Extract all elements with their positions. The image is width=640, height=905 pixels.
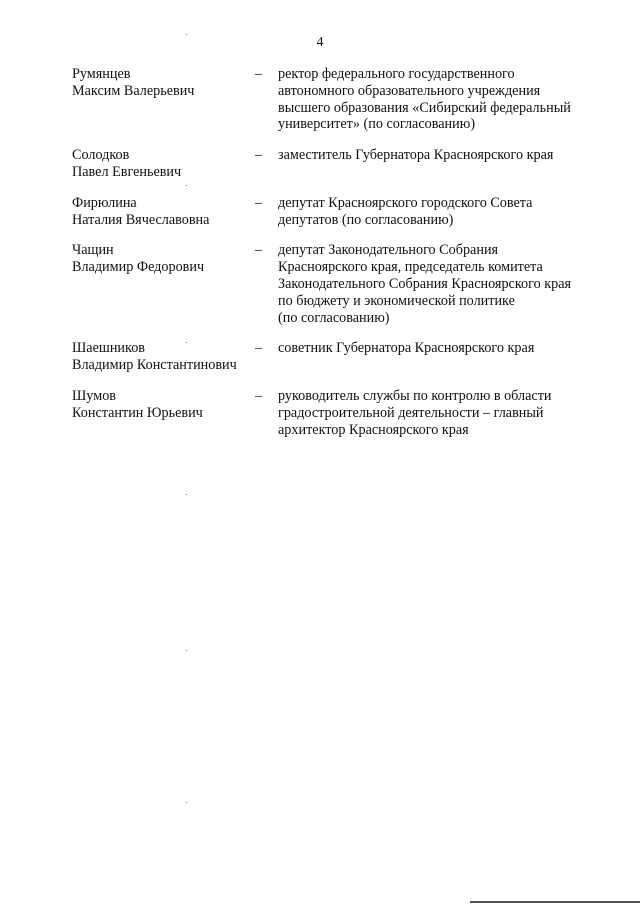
page-number: 4: [316, 35, 324, 50]
given-name: Владимир Константинович: [72, 357, 237, 374]
surname: Чащин: [72, 242, 114, 259]
role-line: (по согласованию): [278, 309, 390, 326]
role-line: заместитель Губернатора Красноярского края: [278, 147, 554, 164]
member-row-6: [72, 388, 602, 438]
dash-separator: –: [255, 340, 263, 357]
member-name: [72, 340, 248, 374]
member-role: [278, 195, 600, 229]
member-row-3: [72, 195, 602, 229]
member-role: [278, 66, 600, 133]
role-line: депутат Законодательного Собрания: [278, 242, 499, 259]
member-row-4: [72, 242, 602, 326]
dash-separator: –: [255, 194, 263, 211]
member-role: [278, 388, 600, 438]
role-line: высшего образования «Сибирский федеральный: [278, 99, 571, 116]
given-name: Константин Юрьевич: [72, 404, 203, 421]
member-role: [278, 340, 600, 374]
given-name: Павел Евгеньевич: [72, 163, 182, 180]
member-name: [72, 147, 248, 181]
role-line: депутат Красноярского городского Совета: [278, 194, 533, 211]
scan-dot: [186, 185, 187, 186]
dash-separator: –: [255, 387, 263, 404]
scan-dot: [186, 650, 187, 651]
given-name: Максим Валерьевич: [72, 82, 195, 99]
role-line: депутатов (по согласованию): [278, 211, 454, 228]
role-line: архитектор Красноярского края: [278, 421, 469, 438]
dash-separator: –: [255, 242, 263, 259]
role-line: градостроительной деятельности – главный: [278, 404, 544, 421]
dash-separator: –: [255, 66, 263, 82]
member-row-1: [72, 66, 602, 133]
scan-dot: [186, 34, 187, 35]
member-row-5: [72, 340, 602, 374]
scan-edge-line: [470, 901, 640, 903]
role-line: советник Губернатора Красноярского края: [278, 340, 535, 357]
surname: Солодков: [72, 147, 130, 164]
role-line: Законодательного Собрания Красноярского края: [278, 275, 572, 292]
member-list: [72, 66, 602, 452]
member-role: [278, 147, 600, 181]
scan-dot: [186, 494, 187, 495]
surname: Шумов: [72, 387, 116, 404]
surname: Шаешников: [72, 340, 145, 357]
surname: Румянцев: [72, 66, 131, 82]
given-name: Наталия Вячеславовна: [72, 211, 210, 228]
role-line: по бюджету и экономической политике: [278, 292, 515, 309]
dash-separator: –: [255, 147, 263, 164]
role-line: ректор федерального государственного: [278, 66, 515, 82]
role-line: университет» (по согласованию): [278, 116, 476, 133]
given-name: Владимир Федорович: [72, 259, 205, 276]
member-role: [278, 242, 600, 326]
surname: Фирюлина: [72, 194, 137, 211]
role-line: Красноярского края, председатель комитета: [278, 259, 543, 276]
member-name: [72, 66, 248, 133]
role-line: руководитель службы по контролю в области: [278, 387, 552, 404]
member-name: [72, 242, 248, 326]
scan-dot: [186, 802, 187, 803]
scan-dot: [186, 342, 187, 343]
member-name: [72, 195, 248, 229]
member-row-2: [72, 147, 602, 181]
role-line: автономного образовательного учреждения: [278, 82, 541, 99]
member-name: [72, 388, 248, 438]
